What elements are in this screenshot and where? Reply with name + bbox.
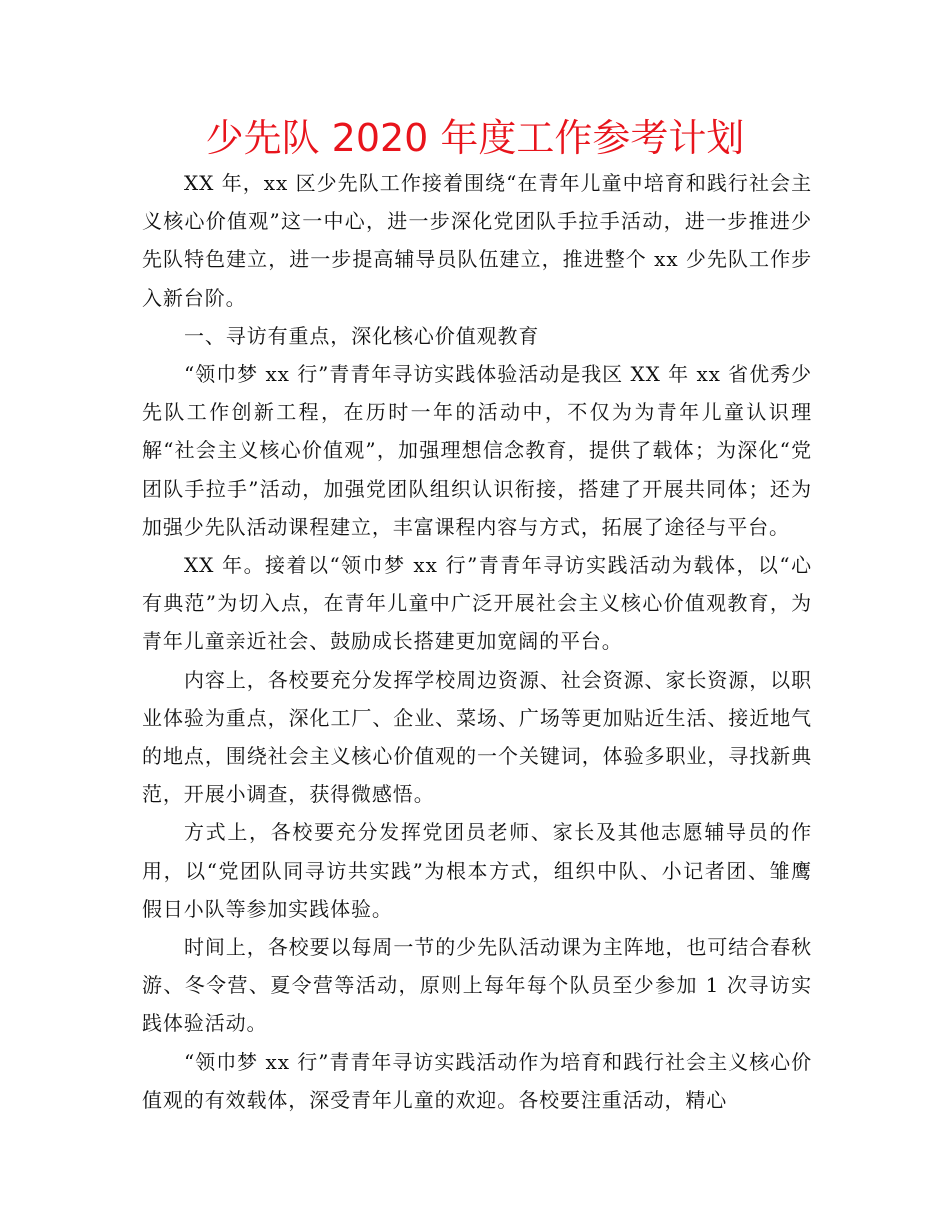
section-heading-1: 一、寻访有重点，深化核心价值观教育 [184, 323, 540, 348]
document-body [142, 164, 812, 1119]
paragraph-intro: XX 年，xx 区少先队工作接着围绕“在青年儿童中培育和践行社会主义核心价值观”这一中心，进一步深化党团队手拉手活动，进一步推进少先队特色建立，进一步提高辅导员队伍建立，推进整个 xx 少先队工作步入新台阶。 [142, 171, 812, 310]
paragraph-conclusion: “领巾梦 xx 行”青青年寻访实践活动作为培育和践行社会主义核心价值观的有效载体，深受青年儿童的欢迎。各校要注重活动，精心 [142, 1049, 812, 1112]
paragraph-time: 时间上，各校要以每周一节的少先队活动课为主阵地，也可结合春秋游、冬令营、夏令营等活动，原则上每年每个队员至少参加 1 次寻访实践体验活动。 [142, 935, 812, 1036]
paragraph-method: 方式上，各校要充分发挥党团员老师、家长及其他志愿辅导员的作用，以“党团队同寻访共实践”为根本方式，组织中队、小记者团、雏鹰假日小队等参加实践体验。 [142, 820, 812, 921]
paragraph-content: 内容上，各校要充分发挥学校周边资源、社会资源、家长资源，以职业体验为重点，深化工厂、企业、菜场、广场等更加贴近生活、接近地气的地点，围绕社会主义核心价值观的一个关键词，体验多职业，寻找新典范，开展小调查，获得微感悟。 [142, 667, 812, 807]
paragraph-activity-overview: “领巾梦 xx 行”青青年寻访实践体验活动是我区 XX 年 xx 省优秀少先队工作创新工程，在历时一年的活动中，不仅为为青年儿童认识理解“社会主义核心价值观”，加强理想信念教育，提供了载体；为深化“党团队手拉手”活动，加强党团队组织认识衔接，搭建了开展共同体；还为加强少先队活动课程建立，丰富课程内容与方式，拓展了途径与平台。 [142, 362, 812, 539]
document-title: 少先队 2020 年度工作参考计划 [205, 116, 745, 160]
paragraph-continuation: XX 年。接着以“领巾梦 xx 行”青青年寻访实践活动为载体，以“心有典范”为切入点，在青年儿童中广泛开展社会主义核心价值观教育，为青年儿童亲近社会、鼓励成长搭建更加宽阔的平台。 [142, 553, 812, 654]
